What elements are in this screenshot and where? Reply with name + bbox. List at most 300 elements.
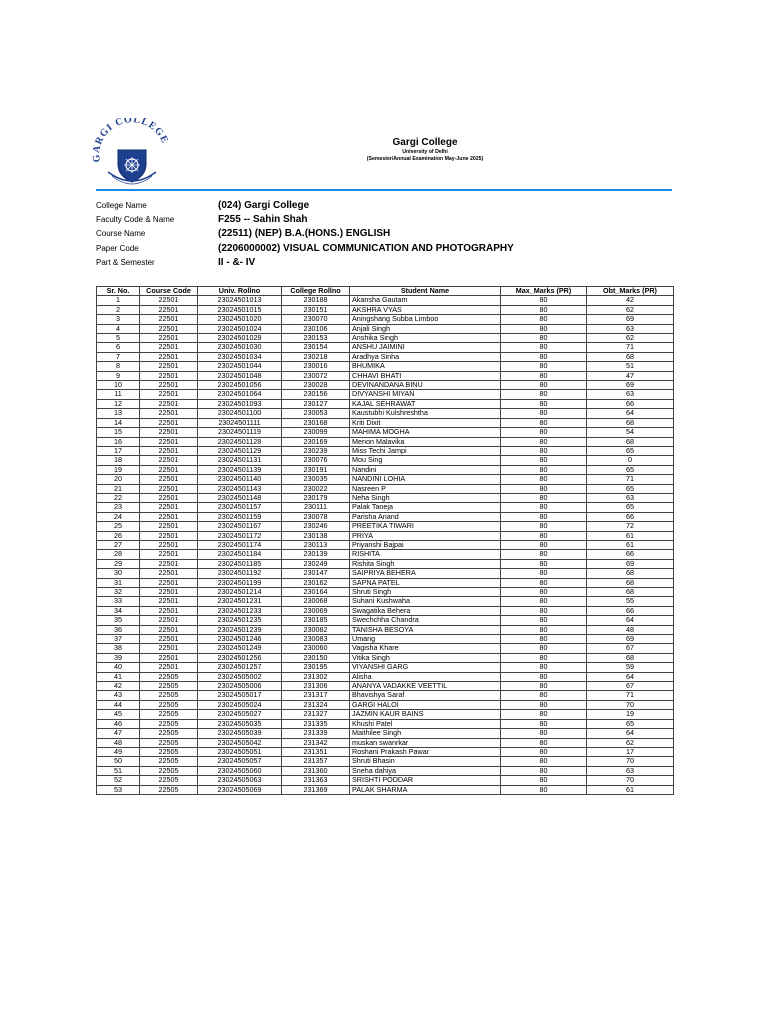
cell-course-code: 22505 <box>140 729 198 738</box>
meta-label: Part & Semester <box>96 258 155 268</box>
cell-course-code: 22505 <box>140 785 198 794</box>
cell-college-rollno: 231335 <box>282 719 350 728</box>
meta-value: F255 -- Sahin Shah <box>218 214 308 226</box>
cell-course-code: 22501 <box>140 456 198 465</box>
cell-sr-no: 47 <box>97 729 140 738</box>
cell-college-rollno: 230083 <box>282 635 350 644</box>
cell-college-rollno: 230246 <box>282 522 350 531</box>
cell-obt-marks: 63 <box>587 324 674 333</box>
cell-student-name: Shruti Bhasin <box>350 757 501 766</box>
meta-value: (024) Gargi College <box>218 199 310 211</box>
cell-student-name: Suhani Kushwaha <box>350 597 501 606</box>
cell-college-rollno: 230139 <box>282 550 350 559</box>
cell-college-rollno: 230185 <box>282 616 350 625</box>
table-row <box>97 418 674 427</box>
table-row <box>97 710 674 719</box>
cell-max-marks: 80 <box>501 719 587 728</box>
cell-obt-marks: 54 <box>587 428 674 437</box>
cell-univ-rollno: 23024501233 <box>198 606 282 615</box>
cell-sr-no: 46 <box>97 719 140 728</box>
cell-course-code: 22501 <box>140 465 198 474</box>
table-row <box>97 390 674 399</box>
cell-sr-no: 9 <box>97 371 140 380</box>
cell-univ-rollno: 23024501013 <box>198 296 282 305</box>
cell-course-code: 22501 <box>140 588 198 597</box>
cell-course-code: 22501 <box>140 550 198 559</box>
cell-univ-rollno: 23024501140 <box>198 475 282 484</box>
cell-univ-rollno: 23024501184 <box>198 550 282 559</box>
cell-college-rollno: 230099 <box>282 428 350 437</box>
table-row <box>97 691 674 700</box>
cell-college-rollno: 230169 <box>282 437 350 446</box>
meta-value: (22511) (NEP) B.A.(HONS.) ENGLISH <box>218 228 391 240</box>
cell-course-code: 22505 <box>140 766 198 775</box>
cell-obt-marks: 68 <box>587 352 674 361</box>
table-row <box>97 522 674 531</box>
cell-obt-marks: 64 <box>587 729 674 738</box>
table-row <box>97 672 674 681</box>
cell-student-name: PALAK SHARMA <box>350 785 501 794</box>
table-row <box>97 437 674 446</box>
cell-univ-rollno: 23024501159 <box>198 512 282 521</box>
table-row <box>97 635 674 644</box>
cell-max-marks: 80 <box>501 540 587 549</box>
cell-obt-marks: 68 <box>587 653 674 662</box>
cell-college-rollno: 230138 <box>282 531 350 540</box>
cell-obt-marks: 66 <box>587 512 674 521</box>
cell-course-code: 22501 <box>140 315 198 324</box>
cell-obt-marks: 63 <box>587 493 674 502</box>
header-divider <box>96 189 672 191</box>
cell-student-name: Akansha Gautam <box>350 296 501 305</box>
cell-student-name: Menon Malavika <box>350 437 501 446</box>
cell-college-rollno: 230072 <box>282 371 350 380</box>
cell-obt-marks: 67 <box>587 644 674 653</box>
cell-student-name: Bhavishya Saraf <box>350 691 501 700</box>
table-row <box>97 682 674 691</box>
cell-univ-rollno: 23024501139 <box>198 465 282 474</box>
cell-student-name: VIYANSHI GARG <box>350 663 501 672</box>
cell-sr-no: 37 <box>97 635 140 644</box>
cell-course-code: 22505 <box>140 738 198 747</box>
cell-course-code: 22501 <box>140 653 198 662</box>
cell-sr-no: 1 <box>97 296 140 305</box>
cell-course-code: 22501 <box>140 362 198 371</box>
cell-sr-no: 16 <box>97 437 140 446</box>
cell-college-rollno: 230168 <box>282 418 350 427</box>
cell-sr-no: 31 <box>97 578 140 587</box>
table-row <box>97 588 674 597</box>
cell-max-marks: 80 <box>501 334 587 343</box>
table-row <box>97 569 674 578</box>
cell-student-name: Anjali Singh <box>350 324 501 333</box>
cell-college-rollno: 230218 <box>282 352 350 361</box>
cell-obt-marks: 66 <box>587 550 674 559</box>
table-row <box>97 531 674 540</box>
table-row <box>97 663 674 672</box>
cell-sr-no: 49 <box>97 747 140 756</box>
cell-max-marks: 80 <box>501 390 587 399</box>
cell-course-code: 22501 <box>140 475 198 484</box>
cell-course-code: 22501 <box>140 493 198 502</box>
cell-sr-no: 41 <box>97 672 140 681</box>
table-row <box>97 296 674 305</box>
cell-max-marks: 80 <box>501 324 587 333</box>
meta-label: Paper Code <box>96 243 139 253</box>
cell-max-marks: 80 <box>501 512 587 521</box>
cell-college-rollno: 230191 <box>282 465 350 474</box>
meta-label: College Name <box>96 200 147 210</box>
cell-college-rollno: 230078 <box>282 512 350 521</box>
cell-college-rollno: 230179 <box>282 493 350 502</box>
cell-college-rollno: 231342 <box>282 738 350 747</box>
table-row <box>97 540 674 549</box>
table-row <box>97 352 674 361</box>
cell-sr-no: 17 <box>97 446 140 455</box>
cell-student-name: PREETIKA TIWARI <box>350 522 501 531</box>
cell-max-marks: 80 <box>501 766 587 775</box>
cell-max-marks: 80 <box>501 428 587 437</box>
table-row <box>97 785 674 794</box>
cell-obt-marks: 69 <box>587 559 674 568</box>
cell-sr-no: 18 <box>97 456 140 465</box>
cell-univ-rollno: 23024501148 <box>198 493 282 502</box>
cell-univ-rollno: 23024501128 <box>198 437 282 446</box>
cell-sr-no: 32 <box>97 588 140 597</box>
cell-max-marks: 80 <box>501 418 587 427</box>
cell-college-rollno: 230150 <box>282 653 350 662</box>
cell-student-name: ANSHU JAIMINI <box>350 343 501 352</box>
cell-college-rollno: 230106 <box>282 324 350 333</box>
cell-course-code: 22501 <box>140 559 198 568</box>
cell-college-rollno: 230156 <box>282 390 350 399</box>
college-seal-icon <box>92 118 172 190</box>
meta-label: Faculty Code & Name <box>96 215 175 225</box>
meta-row-college <box>96 198 514 212</box>
cell-max-marks: 80 <box>501 352 587 361</box>
cell-univ-rollno: 23024501029 <box>198 334 282 343</box>
cell-obt-marks: 68 <box>587 569 674 578</box>
cell-course-code: 22501 <box>140 428 198 437</box>
cell-univ-rollno: 23024501044 <box>198 362 282 371</box>
cell-obt-marks: 71 <box>587 691 674 700</box>
cell-course-code: 22501 <box>140 334 198 343</box>
cell-univ-rollno: 23024505057 <box>198 757 282 766</box>
cell-student-name: Shruti Singh <box>350 588 501 597</box>
cell-sr-no: 26 <box>97 531 140 540</box>
cell-max-marks: 80 <box>501 343 587 352</box>
cell-obt-marks: 55 <box>587 597 674 606</box>
cell-obt-marks: 69 <box>587 635 674 644</box>
exam-session: (Semester/Annual Examination May-June 2025) <box>366 156 484 162</box>
cell-student-name: SRISHTI PODDAR <box>350 776 501 785</box>
cell-college-rollno: 230068 <box>282 597 350 606</box>
cell-college-rollno: 230082 <box>282 625 350 634</box>
cell-obt-marks: 61 <box>587 785 674 794</box>
cell-univ-rollno: 23024501239 <box>198 625 282 634</box>
cell-univ-rollno: 23024501256 <box>198 653 282 662</box>
cell-college-rollno: 230239 <box>282 446 350 455</box>
cell-course-code: 22501 <box>140 399 198 408</box>
cell-college-rollno: 231351 <box>282 747 350 756</box>
table-row <box>97 324 674 333</box>
cell-student-name: Parisha Anand <box>350 512 501 521</box>
table-row <box>97 644 674 653</box>
table-row <box>97 475 674 484</box>
table-row <box>97 625 674 634</box>
cell-college-rollno: 231363 <box>282 776 350 785</box>
cell-max-marks: 80 <box>501 588 587 597</box>
cell-sr-no: 3 <box>97 315 140 324</box>
cell-max-marks: 80 <box>501 625 587 634</box>
cell-college-rollno: 231357 <box>282 757 350 766</box>
cell-course-code: 22501 <box>140 371 198 380</box>
cell-student-name: JAZMIN KAUR BAINS <box>350 710 501 719</box>
cell-obt-marks: 71 <box>587 475 674 484</box>
cell-univ-rollno: 23024501199 <box>198 578 282 587</box>
cell-univ-rollno: 23024501034 <box>198 352 282 361</box>
cell-college-rollno: 230053 <box>282 409 350 418</box>
cell-max-marks: 80 <box>501 399 587 408</box>
header-sr-no: Sr. No. <box>97 287 140 296</box>
cell-max-marks: 80 <box>501 578 587 587</box>
cell-max-marks: 80 <box>501 559 587 568</box>
cell-univ-rollno: 23024501020 <box>198 315 282 324</box>
cell-max-marks: 80 <box>501 757 587 766</box>
cell-max-marks: 80 <box>501 465 587 474</box>
cell-student-name: Mou Sing <box>350 456 501 465</box>
cell-max-marks: 80 <box>501 409 587 418</box>
cell-univ-rollno: 23024501131 <box>198 456 282 465</box>
cell-univ-rollno: 23024501056 <box>198 381 282 390</box>
cell-course-code: 22501 <box>140 390 198 399</box>
cell-student-name: Palak Taneja <box>350 503 501 512</box>
cell-college-rollno: 231317 <box>282 691 350 700</box>
cell-univ-rollno: 23024505027 <box>198 710 282 719</box>
cell-obt-marks: 69 <box>587 315 674 324</box>
cell-course-code: 22501 <box>140 418 198 427</box>
cell-student-name: DEVINANDANA BINU <box>350 381 501 390</box>
table-row <box>97 334 674 343</box>
table-body <box>97 296 674 795</box>
header-college-rollno: College Rollno <box>282 287 350 296</box>
cell-student-name: Swechchha Chandra <box>350 616 501 625</box>
cell-obt-marks: 48 <box>587 625 674 634</box>
cell-sr-no: 48 <box>97 738 140 747</box>
table-row <box>97 428 674 437</box>
cell-student-name: KAJAL SEHRAWAT <box>350 399 501 408</box>
cell-sr-no: 19 <box>97 465 140 474</box>
cell-univ-rollno: 23024501129 <box>198 446 282 455</box>
table-row <box>97 456 674 465</box>
cell-obt-marks: 61 <box>587 531 674 540</box>
cell-student-name: Nandini <box>350 465 501 474</box>
cell-course-code: 22501 <box>140 296 198 305</box>
cell-sr-no: 44 <box>97 700 140 709</box>
cell-student-name: Aningshang Subba Limboo <box>350 315 501 324</box>
cell-sr-no: 40 <box>97 663 140 672</box>
cell-course-code: 22505 <box>140 710 198 719</box>
cell-sr-no: 15 <box>97 428 140 437</box>
cell-univ-rollno: 23024501119 <box>198 428 282 437</box>
cell-obt-marks: 66 <box>587 399 674 408</box>
cell-college-rollno: 231360 <box>282 766 350 775</box>
cell-univ-rollno: 23024505024 <box>198 700 282 709</box>
cell-max-marks: 80 <box>501 663 587 672</box>
cell-college-rollno: 231327 <box>282 710 350 719</box>
cell-student-name: Swagatika Behera <box>350 606 501 615</box>
cell-student-name: SAIPRIYA BEHERA <box>350 569 501 578</box>
cell-obt-marks: 68 <box>587 588 674 597</box>
cell-obt-marks: 65 <box>587 503 674 512</box>
cell-sr-no: 5 <box>97 334 140 343</box>
cell-college-rollno: 230162 <box>282 578 350 587</box>
cell-course-code: 22501 <box>140 484 198 493</box>
cell-course-code: 22501 <box>140 644 198 653</box>
cell-course-code: 22501 <box>140 352 198 361</box>
cell-course-code: 22501 <box>140 381 198 390</box>
cell-course-code: 22505 <box>140 682 198 691</box>
meta-row-paper <box>96 241 514 255</box>
cell-sr-no: 20 <box>97 475 140 484</box>
cell-univ-rollno: 23024501249 <box>198 644 282 653</box>
cell-univ-rollno: 23024501185 <box>198 559 282 568</box>
cell-college-rollno: 231302 <box>282 672 350 681</box>
cell-course-code: 22505 <box>140 747 198 756</box>
course-info <box>96 198 514 270</box>
cell-univ-rollno: 23024501048 <box>198 371 282 380</box>
cell-univ-rollno: 23024505063 <box>198 776 282 785</box>
cell-college-rollno: 230022 <box>282 484 350 493</box>
cell-obt-marks: 64 <box>587 409 674 418</box>
table-row <box>97 409 674 418</box>
cell-max-marks: 80 <box>501 738 587 747</box>
cell-sr-no: 29 <box>97 559 140 568</box>
cell-course-code: 22501 <box>140 625 198 634</box>
cell-univ-rollno: 23024501024 <box>198 324 282 333</box>
table-row <box>97 757 674 766</box>
cell-obt-marks: 59 <box>587 663 674 672</box>
cell-course-code: 22501 <box>140 503 198 512</box>
cell-max-marks: 80 <box>501 747 587 756</box>
cell-student-name: CHHAVI BHATI <box>350 371 501 380</box>
cell-student-name: AKSHRA VYAS <box>350 305 501 314</box>
cell-sr-no: 50 <box>97 757 140 766</box>
header-univ-rollno: Univ. Rollno <box>198 287 282 296</box>
cell-max-marks: 80 <box>501 672 587 681</box>
cell-max-marks: 80 <box>501 597 587 606</box>
cell-obt-marks: 64 <box>587 672 674 681</box>
cell-sr-no: 10 <box>97 381 140 390</box>
cell-course-code: 22501 <box>140 324 198 333</box>
cell-course-code: 22501 <box>140 409 198 418</box>
cell-course-code: 22505 <box>140 719 198 728</box>
cell-univ-rollno: 23024501231 <box>198 597 282 606</box>
cell-college-rollno: 230188 <box>282 296 350 305</box>
table-row <box>97 446 674 455</box>
cell-sr-no: 27 <box>97 540 140 549</box>
table-row <box>97 484 674 493</box>
cell-student-name: PRIYA <box>350 531 501 540</box>
header-max-marks: Max_Marks (PR) <box>501 287 587 296</box>
cell-student-name: SAPNA PATEL <box>350 578 501 587</box>
cell-max-marks: 80 <box>501 682 587 691</box>
cell-student-name: Anshika Singh <box>350 334 501 343</box>
cell-obt-marks: 17 <box>587 747 674 756</box>
cell-max-marks: 80 <box>501 729 587 738</box>
cell-student-name: Rishita Singh <box>350 559 501 568</box>
cell-univ-rollno: 23024501235 <box>198 616 282 625</box>
table-row <box>97 550 674 559</box>
cell-sr-no: 11 <box>97 390 140 399</box>
cell-sr-no: 24 <box>97 512 140 521</box>
cell-sr-no: 53 <box>97 785 140 794</box>
table-row <box>97 343 674 352</box>
cell-student-name: GARGI HALOI <box>350 700 501 709</box>
cell-college-rollno: 231324 <box>282 700 350 709</box>
cell-obt-marks: 42 <box>587 296 674 305</box>
cell-course-code: 22501 <box>140 531 198 540</box>
cell-course-code: 22501 <box>140 635 198 644</box>
cell-max-marks: 80 <box>501 371 587 380</box>
cell-sr-no: 43 <box>97 691 140 700</box>
cell-max-marks: 80 <box>501 522 587 531</box>
table-row <box>97 503 674 512</box>
cell-sr-no: 22 <box>97 493 140 502</box>
cell-college-rollno: 231306 <box>282 682 350 691</box>
cell-course-code: 22501 <box>140 540 198 549</box>
cell-obt-marks: 62 <box>587 334 674 343</box>
cell-student-name: ANANYA VADAKKE VEETTIL <box>350 682 501 691</box>
cell-student-name: Vagisha Khare <box>350 644 501 653</box>
cell-max-marks: 80 <box>501 446 587 455</box>
cell-univ-rollno: 23024505017 <box>198 691 282 700</box>
college-title: Gargi College <box>392 137 458 148</box>
header-title-block <box>330 137 520 163</box>
cell-sr-no: 4 <box>97 324 140 333</box>
cell-univ-rollno: 23024505039 <box>198 729 282 738</box>
cell-student-name: NANDINI LOHIA <box>350 475 501 484</box>
cell-obt-marks: 62 <box>587 305 674 314</box>
cell-sr-no: 12 <box>97 399 140 408</box>
cell-course-code: 22501 <box>140 606 198 615</box>
cell-univ-rollno: 23024505069 <box>198 785 282 794</box>
cell-student-name: Roshani Prakash Pawar <box>350 747 501 756</box>
cell-course-code: 22501 <box>140 446 198 455</box>
cell-obt-marks: 68 <box>587 418 674 427</box>
cell-max-marks: 80 <box>501 493 587 502</box>
table-row <box>97 747 674 756</box>
cell-max-marks: 80 <box>501 437 587 446</box>
cell-max-marks: 80 <box>501 550 587 559</box>
cell-student-name: BHUMIKA <box>350 362 501 371</box>
cell-sr-no: 7 <box>97 352 140 361</box>
cell-obt-marks: 71 <box>587 343 674 352</box>
cell-obt-marks: 70 <box>587 757 674 766</box>
cell-obt-marks: 67 <box>587 682 674 691</box>
cell-college-rollno: 230016 <box>282 362 350 371</box>
college-logo <box>92 118 172 190</box>
cell-college-rollno: 230195 <box>282 663 350 672</box>
cell-sr-no: 36 <box>97 625 140 634</box>
cell-college-rollno: 230164 <box>282 588 350 597</box>
cell-max-marks: 80 <box>501 644 587 653</box>
cell-max-marks: 80 <box>501 503 587 512</box>
cell-sr-no: 35 <box>97 616 140 625</box>
cell-college-rollno: 230113 <box>282 540 350 549</box>
cell-sr-no: 52 <box>97 776 140 785</box>
cell-course-code: 22501 <box>140 663 198 672</box>
